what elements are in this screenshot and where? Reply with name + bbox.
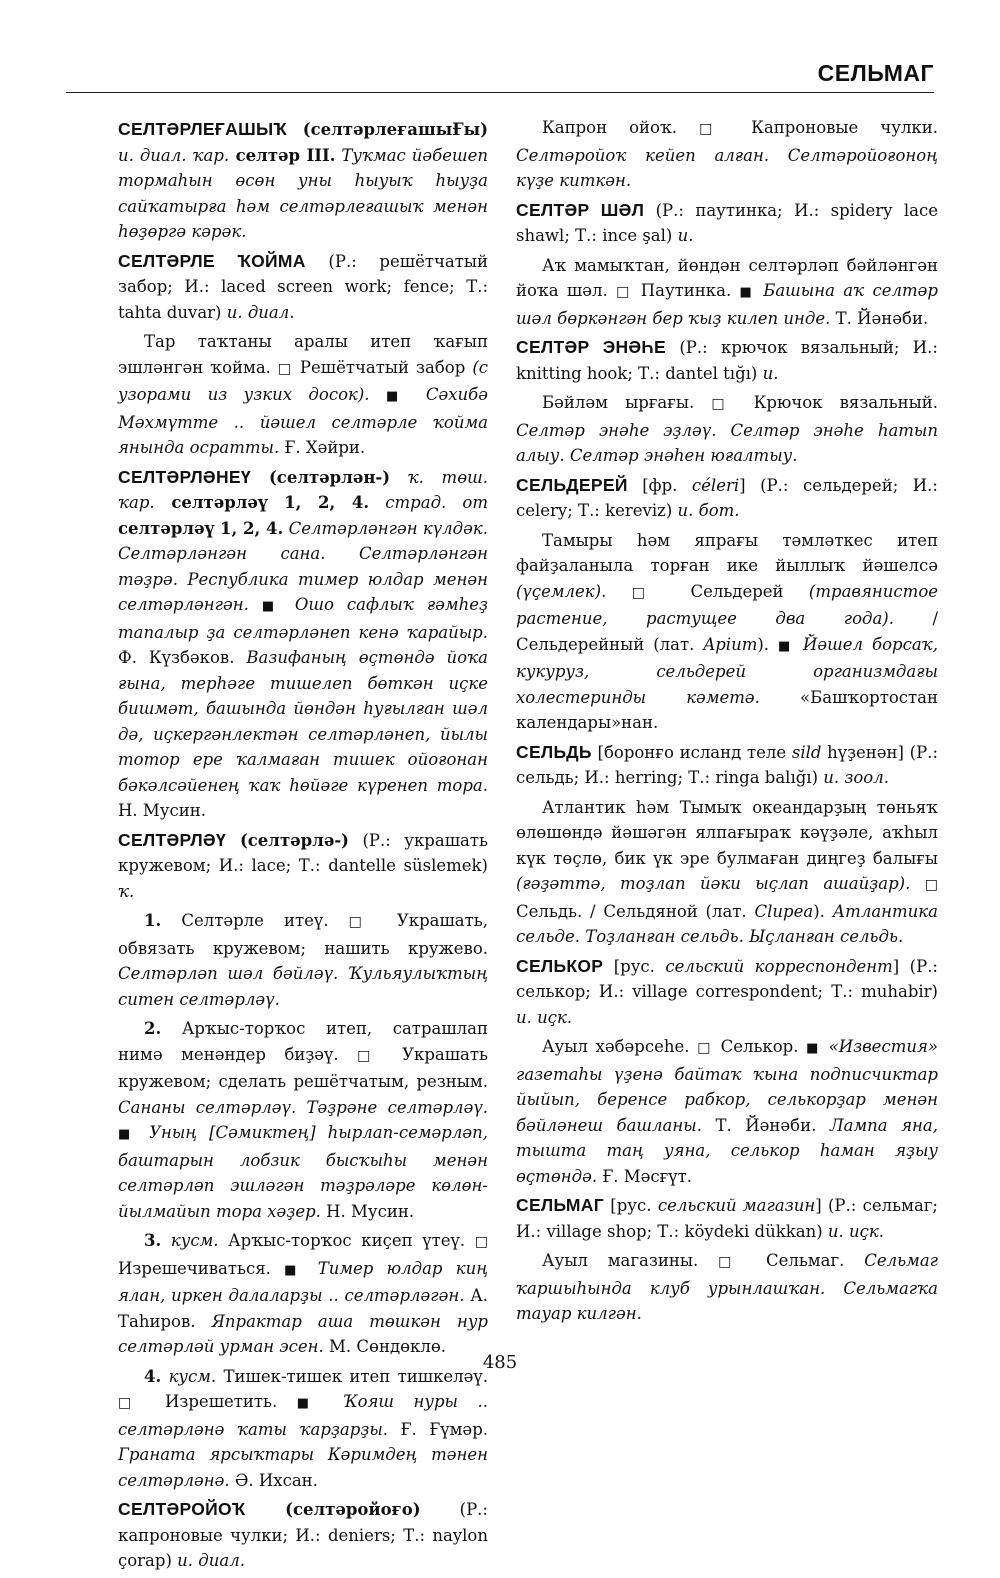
text-run: Ғ. Ғүмәр. (388, 1419, 489, 1439)
translation-marker: □ (631, 584, 666, 601)
text-run: Украшать кружевом; сделать решётчатым, резным. (118, 1044, 489, 1091)
text-run (370, 385, 386, 404)
text-run: Тамыры һәм япрағы тәмләткес итеп файҙаланыла торған ике йыллыҡ йәшелсә (516, 530, 938, 575)
text-run: sild (791, 742, 822, 762)
text-run: и. иҫк. (822, 1221, 884, 1241)
text-run: céleri (691, 475, 740, 495)
headword: СЕЛЬМАГ (516, 1195, 604, 1215)
dictionary-entry (516, 335, 938, 386)
text-run: / Сельдерейный (лат. (516, 609, 938, 654)
text-run: Селтәрләп шәл бәйләү. Ҡульяулыҡтың ситен селтәрләү. (118, 964, 488, 1009)
text-run: кусм. (161, 1366, 217, 1386)
page-number: 485 (482, 1352, 518, 1373)
example-marker: ■ (385, 389, 410, 404)
example-marker: ■ (739, 285, 755, 300)
text-run: Селтәр энәһе эҙләү. Селтәр энәһе һатып алыу. Селтәр энәһен юғалтыу. (516, 420, 938, 465)
right-column (516, 115, 938, 1331)
headword: СЕЛЬКОР (516, 955, 604, 976)
text-run: Ауыл хәбәрсеһе. (542, 1037, 698, 1056)
text-run: [фр. (627, 475, 692, 495)
text-run: сельский корреспондент (665, 956, 893, 976)
translation-marker: □ (711, 396, 737, 412)
headword: СЕЛТӘР ШӘЛ (516, 199, 645, 220)
text-run: Паутинка. (632, 281, 740, 300)
translation-marker: □ (348, 914, 377, 930)
text-run: Т. Йәнәби. (701, 1115, 830, 1135)
dictionary-entry (516, 740, 938, 791)
text-run: 1. (144, 911, 162, 930)
entry-paragraph (118, 1364, 488, 1494)
text-run: и. диал. (221, 302, 295, 322)
text-run: һүҙенән] (Р.: сельдь; И.: herring; Т.: ringa balığı) (516, 742, 938, 787)
example-marker: ■ (261, 599, 282, 614)
text-run: Башына аҡ селтәр шәл бөркәнгән бер ҡыҙ килеп инде. (516, 281, 938, 328)
dictionary-entry (118, 465, 488, 824)
text-run: Граната ярсыҡтары Кәримдең тәнен селтәрләнә. (118, 1445, 488, 1490)
text-run: Селтәройоҡ кейеп алған. Селтәройоғоноң күҙе киткән. (516, 145, 938, 190)
headword: СЕЛТӘРЛЕҒАШЫҠ (118, 119, 288, 139)
example-marker: ■ (118, 1127, 138, 1142)
text-run: (Р.: крючок вязальный; И.: knitting hook; Т.: dantel tığı) (516, 338, 938, 383)
text-run: Решётчатый забор (292, 357, 473, 377)
translation-marker: □ (474, 1234, 488, 1250)
entry-paragraph (516, 115, 938, 194)
text-run: А. Таһиров. (118, 1286, 488, 1331)
text-run: [рус. (603, 956, 666, 976)
text-run: [рус. (603, 1196, 658, 1215)
text-run: и. бот. (672, 501, 740, 520)
text-run: Сельдь. / Сельдяной (лат. (516, 901, 755, 921)
headword: СЕЛЬДЬ (516, 741, 592, 762)
text-run: 4. (144, 1366, 162, 1386)
text-run: Clupea (754, 901, 814, 921)
text-run: (Р.: капроновые чулки; И.: deniers; Т.: naylon çorap) (118, 1500, 488, 1570)
text-run: Капрон ойоҡ. (542, 118, 700, 137)
text-run: «Башҡортостан календары»нан. (516, 687, 938, 732)
text-run: Сельмаг ҡаршыһында клуб урынлашҡан. Сельмагҡа тауар килгән. (516, 1251, 938, 1323)
entry-paragraph (516, 253, 938, 332)
translation-marker: □ (718, 1254, 747, 1270)
text-run: (селтәрлә-) (225, 830, 349, 850)
text-run: и. иҫк. (516, 1007, 573, 1027)
text-run: Тимер юлдар киң ялан, иркен далаларҙы .. селтәрләгән. (118, 1258, 488, 1305)
translation-marker: □ (699, 121, 730, 137)
text-run: ] (Р.: селькор; И.: village correspondent; Т.: muhabir) (516, 956, 938, 1001)
text-run: Атлантик һәм Тымыҡ океандарҙың төньяҡ өлөшөндә йәшәгән ялпағыраҡ кәүҙәле, аҡһыл күк төҫлө, бик үк эре булмаған диңгеҙ балығы (516, 797, 938, 868)
example-marker: ■ (284, 1262, 305, 1278)
entry-paragraph (118, 1228, 488, 1360)
text-run: (селтәройоғо) (245, 1500, 421, 1519)
text-run: Йәшел борсаҡ, кукуруз, сельдерей организмдағы холестеринды кәметә. (516, 634, 938, 707)
text-run: Украшать, обвязать кружевом; нашить кружево. (118, 911, 489, 958)
text-run: Сәхибә Мәхмүтте .. йәшел селтәрле ҡойма янында осратты. (118, 385, 488, 457)
text-run: сельский магазин (657, 1196, 816, 1215)
text-run: Селтәрле итеү. (161, 911, 349, 930)
text-run: (селтәрлеғашыҒы) (287, 120, 488, 139)
dictionary-entry (516, 198, 938, 249)
dictionary-entry (118, 1497, 488, 1574)
example-marker: ■ (296, 1396, 324, 1411)
text-run (249, 595, 262, 614)
text-run: Аҡ мамыҡтан, йөндән селтәрләп бәйләнгән йоҡа шәл. (516, 255, 938, 300)
text-run: селтәрләү 1, 2, 4. (154, 493, 370, 512)
text-run: Изрешетить. (145, 1392, 297, 1411)
text-run: Селтәрләнгән күлдәк. Селтәрләнгән сана. Селтәрләнгән тәҙрә. Республика тимер юлдар менән селтәрләнгән. (118, 518, 488, 614)
text-run: и. (672, 226, 694, 245)
headword: СЕЛТӘРЛӘҮ (118, 829, 226, 850)
headword: СЕЛТӘРОЙОҠ (118, 1499, 246, 1519)
dictionary-entry (118, 249, 488, 326)
translation-marker: □ (357, 1047, 384, 1064)
headword: СЕЛТӘРЛӘНЕҮ (118, 466, 251, 487)
dictionary-entry (516, 954, 938, 1031)
text-run: ҡ. (118, 881, 135, 901)
text-run: Япрактар аша төшкән нур селтәрләй урман эсен. (118, 1311, 488, 1356)
example-marker: ■ (806, 1041, 821, 1056)
text-run: 3. (144, 1231, 162, 1250)
entry-paragraph (516, 528, 938, 736)
text-run: ] (Р.: сельдерей; И.: celery; Т.: kereviz) (516, 475, 938, 520)
entry-paragraph (516, 1034, 938, 1189)
text-run: (селтәрлән-) (250, 467, 391, 487)
translation-marker: □ (118, 1395, 146, 1411)
text-run: Сельдерей (665, 581, 809, 601)
text-run: Apium (703, 634, 758, 654)
translation-marker: □ (924, 877, 938, 893)
headword: СЕЛТӘРЛЕ ҠОЙМА (118, 250, 306, 271)
dictionary-entry (516, 473, 938, 524)
text-run: Ҡояш нуры .. селтәрләнә ҡаты ҡарҙарҙы. (118, 1392, 488, 1439)
text-run: Изрешечиваться. (118, 1258, 285, 1278)
text-run: Арҡыс-торҡос итеп, сатрашлап нимә менәндер биҙәү. (118, 1019, 488, 1064)
text-run: Н. Мусин. (118, 801, 206, 820)
text-run: Уның [Сәмиктең] һырлап-семәрләп, баштарын лобзик бысҡыһы менән селтәрләп эшләгән тәҙрәләре көлөн-йылмайып тора хәҙер. (118, 1123, 488, 1221)
text-run: Ә. Ихсан. (229, 1470, 318, 1490)
text-run: (Р.: решётчатый забор; И.: laced screen work; fence; Т.: tahta duvar) (118, 251, 488, 322)
text-run: Капроновые чулки. (729, 118, 938, 137)
dictionary-entry (118, 117, 488, 245)
text-run: (Р.: паутинка; И.: spidery lace shawl; Т.: ince şal) (516, 200, 938, 245)
entry-paragraph (118, 329, 488, 461)
text-run: Ғ. Мәсғүт. (597, 1166, 692, 1186)
header-rule (66, 92, 934, 93)
text-run: [боронғо исланд теле (591, 742, 792, 762)
text-run (910, 874, 924, 893)
text-run: Сельмаг. (746, 1251, 865, 1270)
text-run: Тишек-тишек итеп тишкеләү. (216, 1366, 488, 1386)
entry-paragraph (516, 1248, 938, 1327)
text-run: ). (757, 634, 779, 654)
text-run: и. диал. (171, 1551, 245, 1570)
text-run: Ф. Күзбәков. (118, 648, 247, 667)
translation-marker: □ (697, 1040, 713, 1056)
text-run: (с узорами из узких досок). (118, 357, 488, 404)
headword: СЕЛЬДЕРЕЙ (516, 474, 628, 495)
text-run: Бәйләм ырғағы. (542, 393, 712, 412)
dictionary-entry (118, 828, 488, 905)
text-run: ). (813, 901, 833, 921)
text-run: Ауыл магазины. (542, 1251, 719, 1270)
dictionary-entry (516, 1193, 938, 1244)
translation-marker: □ (616, 284, 633, 300)
text-run: (ғәҙәттә, тоҙлап йәки ыҫлап ашайҙар). (516, 874, 911, 893)
text-run: ] (Р.: сельмаг; И.: village shop; Т.: köydeki dükkan) (516, 1196, 938, 1241)
text-run: Крючок вязальный. (736, 393, 938, 412)
entry-paragraph (516, 795, 938, 950)
headword: СЕЛТӘР ЭНӘҺЕ (516, 337, 666, 357)
text-run: Селькор. (712, 1037, 807, 1056)
text-run: (травянистое растение, растущее два года). (516, 581, 939, 628)
translation-marker: □ (277, 360, 293, 377)
text-run (606, 582, 631, 601)
text-run: Арҡыс-торҡос киҫеп үтеү. (218, 1231, 475, 1250)
text-run: кусм. (161, 1231, 219, 1250)
entry-paragraph (516, 390, 938, 469)
text-run: Т. Йәнәби. (830, 308, 929, 328)
entry-paragraph (118, 908, 488, 1012)
text-run: Тар таҡтаны аралы итеп ҡағып эшләнгән ҡойма. (118, 332, 488, 377)
text-run: селтәрләү 1, 2, 4. (118, 518, 284, 538)
text-run: «Известия» газетаһы үҙенә байтаҡ ҡына подписчиктар йыйып, беренсе рабкор, селькорҙар менән бәйләнеш башланы. (516, 1037, 938, 1135)
text-run: страд. от (369, 493, 488, 512)
example-marker: ■ (778, 638, 795, 654)
text-run: селтәр III. (229, 145, 336, 165)
text-run: ҡ. төш. ҡар. (118, 467, 488, 512)
text-run: (үҫемлек). (516, 581, 607, 601)
text-run: Ғ. Хәйри. (279, 438, 366, 457)
text-run: и. диал. ҡар. (118, 145, 230, 165)
text-run: 2. (144, 1019, 162, 1038)
text-run: Вазифаның өҫтөндә йоҡа ғына, терһәге тишелеп бөткән иҫке бишмәт, башында йөндән һуғылған шәл дә, иҫкергәнлектән селтәрләнеп, йылы тотор ере ҡалмаған тишек ойоғонан бәкәлсәйенең ҡаҡ һөйәге күренеп тора. (118, 648, 488, 795)
text-run: Лампа яна, тышта таң уяна, селькор һаман яҙыу өҫтөндә. (516, 1115, 939, 1186)
text-run: и. зоол. (818, 768, 889, 787)
text-run: Н. Мусин. (320, 1201, 415, 1221)
entry-paragraph (118, 1016, 488, 1224)
text-run: Туҡмас йәбешеп тормаһын өсөн уны һыуыҡ һыуҙа сайҡатырға һәм селтәрлеғашыҡ менән һөҙөргә кәрәк. (118, 145, 489, 241)
running-head: СЕЛЬМАГ (817, 60, 934, 86)
text-run: Атлантика сельде. Тоҙланған сельдь. Ыҫланған сельдь. (516, 901, 938, 946)
text-run: М. Сөндөклө. (323, 1337, 447, 1356)
text-run: (Р.: украшать кружевом; И.: lace; Т.: dantelle süslemek) (118, 830, 488, 875)
text-run: Сананы селтәрләү. Тәҙрәне селтәрләү. (118, 1097, 488, 1117)
text-run: и. (757, 363, 779, 383)
text-run: Ошо сафлыҡ ғәмһеҙ тапалыр ҙа селтәрләнеп кенә ҡарайыр. (118, 595, 488, 642)
